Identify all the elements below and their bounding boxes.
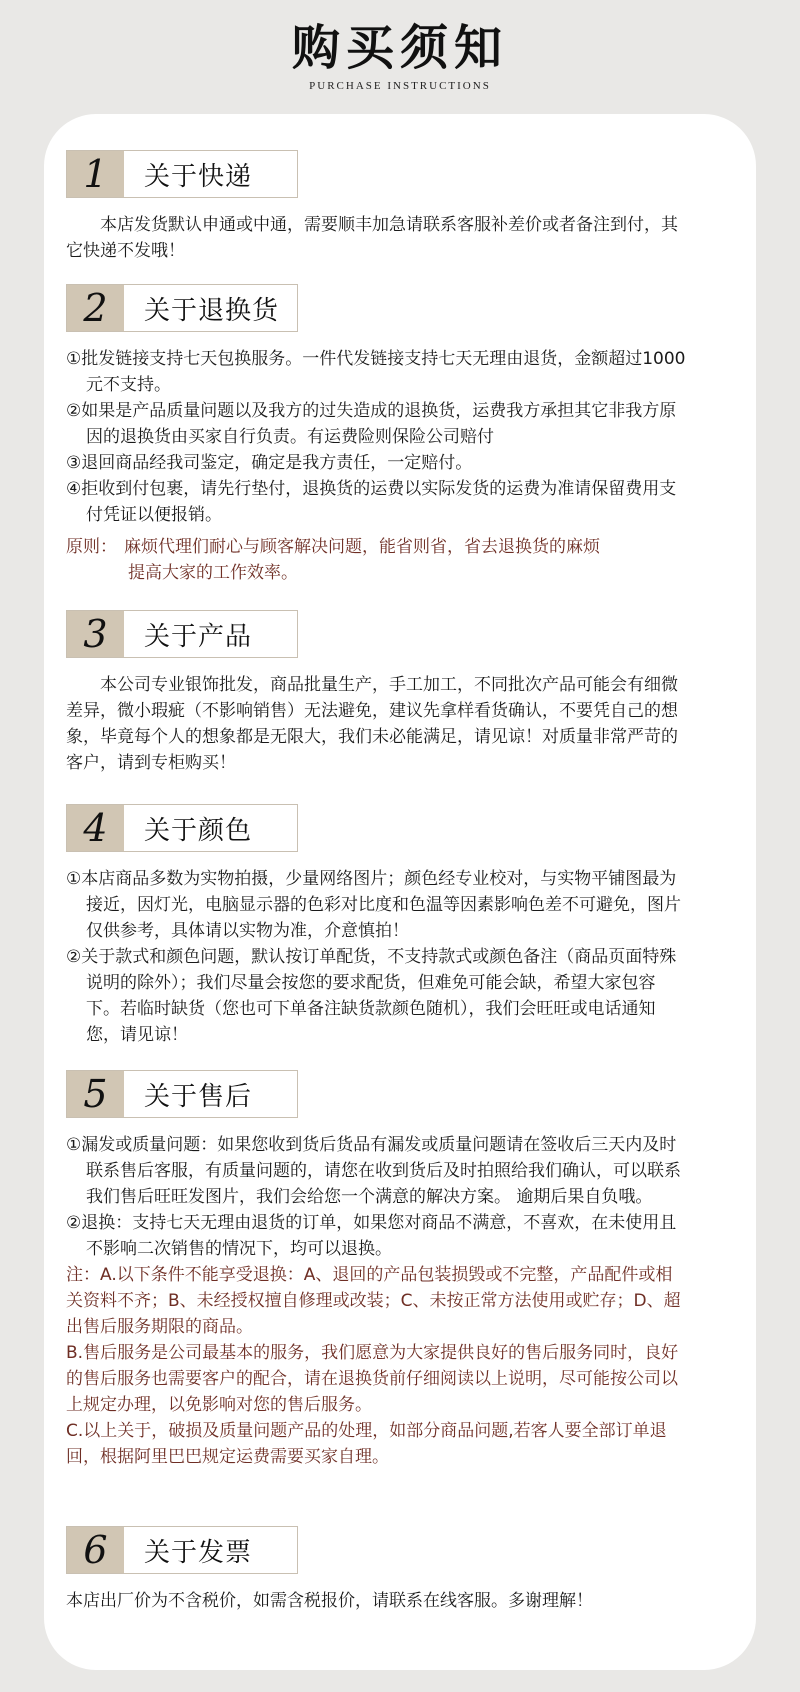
- section-header: [66, 1070, 298, 1118]
- section-returns: [66, 284, 686, 586]
- section-title: 关于退换货: [144, 295, 280, 326]
- section-paragraph: 本公司专业银饰批发，商品批量生产，手工加工，不同批次产品可能会有细微差异，微小瑕疵（不影响销售）无法避免，建议先拿样看货确认，不要凭自己的想象，毕竟每个人的想象都是无限大，我们未必能满足，请见谅！对质量非常严苛的客户，请到专柜购买！: [66, 675, 678, 773]
- section-header: [66, 284, 298, 332]
- principle-text: 麻烦代理们耐心与顾客解决问题，能省则省，省去退换货的麻烦: [124, 537, 600, 557]
- page-header: [0, 18, 800, 92]
- section-invoice: [66, 1526, 686, 1614]
- page-subtitle: PURCHASE INSTRUCTIONS: [309, 80, 491, 92]
- list-item: ①漏发或质量问题：如果您收到货后货品有漏发或质量问题请在签收后三天内及时联系售后客服，有质量问题的，请您在收到货后及时拍照给我们确认，可以联系我们售后旺旺发图片，我们会给您一个满意的解决方案。 逾期后果自负哦。: [66, 1135, 681, 1207]
- section-number: 2: [67, 285, 124, 331]
- list-item: ②如果是产品质量问题以及我方的过失造成的退换货，运费我方承担其它非我方原因的退换货由买家自行负责。有运费险则保险公司赔付: [66, 401, 677, 447]
- section-header: [66, 150, 298, 198]
- list-item: ①本店商品多数为实物拍摄，少量网络图片；颜色经专业校对，与实物平铺图最为接近，因灯光，电脑显示器的色彩对比度和色温等因素影响色差不可避免，图片仅供参考，具体请以实物为准，介意慎拍！: [66, 869, 681, 941]
- principle-label: 原则：: [66, 537, 117, 557]
- section-header: [66, 804, 298, 852]
- section-number: 4: [67, 805, 124, 851]
- list-item: ③退回商品经我司鉴定，确定是我方责任，一定赔付。: [66, 453, 473, 473]
- section-number: 6: [67, 1527, 124, 1573]
- section-number: 5: [67, 1071, 124, 1117]
- section-title: 关于快递: [144, 161, 253, 192]
- list-item: ②关于款式和颜色问题，默认按订单配货，不支持款式或颜色备注（商品页面特殊说明的除外）；我们尽量会按您的要求配货，但难免可能会缺，希望大家包容下。若临时缺货（您也可下单备注缺货款颜色随机），我们会旺旺或电话通知您，请见谅！: [66, 947, 677, 1045]
- page-title: 购买须知: [291, 20, 508, 76]
- note-item: B.售后服务是公司最基本的服务，我们愿意为大家提供良好的售后服务同时，良好的售后服务也需要客户的配合，请在退换货前仔细阅读以上说明，尽可能按公司以上规定办理，以免影响对您的售后服务。: [66, 1343, 679, 1415]
- section-paragraph: 本店发货默认申通或中通，需要顺丰加急请联系客服补差价或者备注到付，其它快递不发哦！: [66, 215, 678, 261]
- section-color: [66, 804, 686, 1048]
- section-header: [66, 610, 298, 658]
- list-item: ④拒收到付包裹，请先行垫付，退换货的运费以实际发货的运费为准请保留费用支付凭证以便报销。: [66, 479, 677, 525]
- section-number: 3: [67, 611, 124, 657]
- section-after-sales: [66, 1070, 686, 1470]
- section-number: 1: [67, 151, 124, 197]
- section-title: 关于颜色: [144, 815, 253, 846]
- list-item: ②退换：支持七天无理由退货的订单，如果您对商品不满意，不喜欢，在未使用且不影响二次销售的情况下，均可以退换。: [66, 1213, 677, 1259]
- note-item: 注：A.以下条件不能享受退换：A、退回的产品包装损毁或不完整，产品配件或相关资料不齐；B、未经授权擅自修理或改装；C、未按正常方法使用或贮存；D、超出售后服务期限的商品。: [66, 1265, 681, 1337]
- section-header: [66, 1526, 298, 1574]
- principle-note: [66, 534, 686, 586]
- section-title: 关于发票: [144, 1537, 253, 1568]
- section-product: [66, 610, 686, 776]
- list-item: ①批发链接支持七天包换服务。一件代发链接支持七天无理由退货，金额超过1000元不支持。: [66, 349, 686, 395]
- section-title: 关于售后: [144, 1081, 253, 1112]
- note-item: C.以上关于，破损及质量问题产品的处理，如部分商品问题,若客人要全部订单退回，根据阿里巴巴规定运费需要买家自理。: [66, 1421, 667, 1467]
- principle-text: 提高大家的工作效率。: [128, 563, 298, 583]
- section-paragraph: 本店出厂价为不含税价，如需含税报价，请联系在线客服。多谢理解！: [66, 1591, 593, 1611]
- section-title: 关于产品: [144, 621, 253, 652]
- section-express: [66, 150, 686, 264]
